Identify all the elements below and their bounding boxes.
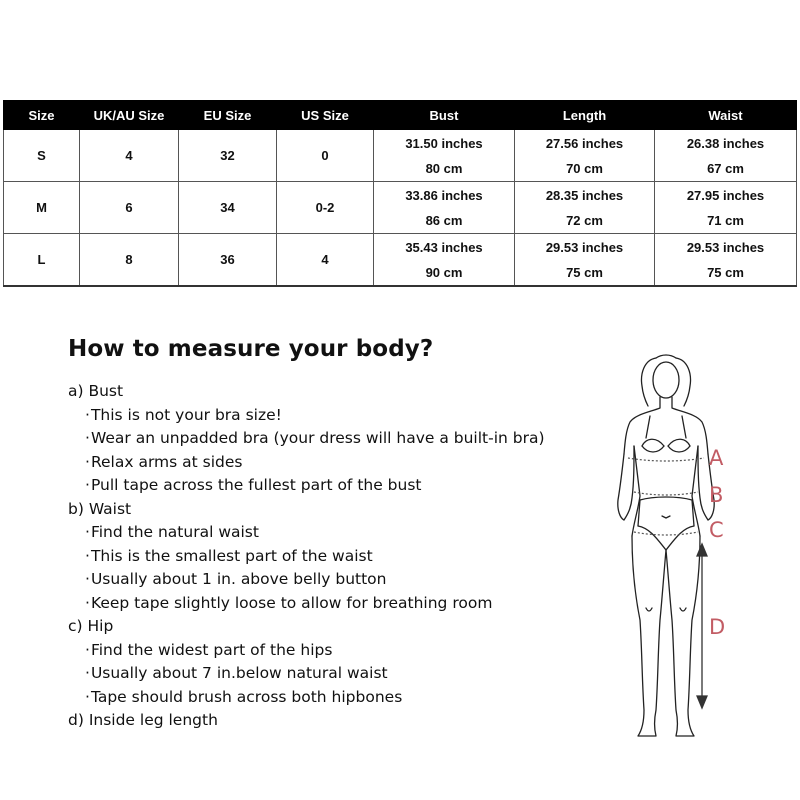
cell-bust: [374, 130, 515, 182]
label-b: B: [709, 483, 724, 507]
label-c: C: [709, 518, 724, 542]
cell-eu: 34: [179, 182, 277, 234]
waist-inches: 27.95 inches: [686, 187, 765, 203]
instruction-item: · This is the smallest part of the waist: [68, 545, 545, 569]
bust-cm: 86 cm: [425, 212, 463, 228]
cell-size: L: [4, 234, 80, 287]
instruction-item: · Find the widest part of the hips: [68, 639, 545, 663]
header-eu-size: EU Size: [179, 101, 277, 130]
length-inches: 28.35 inches: [545, 187, 624, 203]
cell-us: 4: [277, 234, 374, 287]
header-length: Length: [515, 101, 655, 130]
cell-eu: 36: [179, 234, 277, 287]
instruction-item: · This is not your bra size!: [68, 404, 545, 428]
bust-cm: 80 cm: [425, 160, 463, 176]
measurement-instructions: [68, 380, 545, 733]
length-cm: 70 cm: [566, 160, 603, 176]
size-chart-table: [3, 100, 797, 287]
length-inches: 27.56 inches: [545, 135, 624, 151]
header-bust: Bust: [374, 101, 515, 130]
table-header-row: [4, 101, 797, 130]
body-outline-illustration: [598, 350, 743, 740]
cell-uk-au: 8: [80, 234, 179, 287]
bust-inches: 31.50 inches: [405, 135, 483, 151]
cell-eu: 32: [179, 130, 277, 182]
section-waist: b) Waist: [68, 499, 132, 518]
bust-inches: 33.86 inches: [405, 187, 483, 203]
waist-cm: 67 cm: [707, 160, 744, 176]
instruction-item: · Keep tape slightly loose to allow for breathing room: [68, 592, 545, 616]
cell-uk-au: 6: [80, 182, 179, 234]
instruction-item: · Pull tape across the fullest part of the bust: [68, 474, 545, 498]
cell-us: 0: [277, 130, 374, 182]
cell-us: 0-2: [277, 182, 374, 234]
instruction-item: · Find the natural waist: [68, 521, 545, 545]
table-row: [4, 182, 797, 234]
length-cm: 72 cm: [566, 212, 603, 228]
instruction-item: · Tape should brush across both hipbones: [68, 686, 545, 710]
cell-length: [515, 234, 655, 287]
cell-bust: [374, 182, 515, 234]
cell-waist: [655, 234, 797, 287]
waist-cm: 71 cm: [707, 212, 744, 228]
header-uk-au-size: UK/AU Size: [80, 101, 179, 130]
instruction-item: · Usually about 7 in.below natural waist: [68, 662, 545, 686]
waist-inches: 26.38 inches: [686, 135, 765, 151]
guide-title: How to measure your body?: [68, 336, 434, 362]
instruction-item: · Wear an unpadded bra (your dress will have a built-in bra): [68, 427, 545, 451]
instruction-item: · Usually about 1 in. above belly button: [68, 568, 545, 592]
waist-inches: 29.53 inches: [686, 239, 765, 255]
section-bust: a) Bust: [68, 382, 124, 400]
cell-size: S: [4, 130, 80, 182]
waist-cm: 75 cm: [707, 264, 744, 280]
section-inside-leg: d) Inside leg length: [68, 711, 218, 729]
section-hip: c) Hip: [68, 617, 114, 635]
table-row: [4, 130, 797, 182]
cell-length: [515, 130, 655, 182]
header-size: Size: [4, 101, 80, 130]
bust-cm: 90 cm: [425, 264, 463, 280]
cell-waist: [655, 182, 797, 234]
cell-bust: [374, 234, 515, 287]
cell-size: M: [4, 182, 80, 234]
header-us-size: US Size: [277, 101, 374, 130]
cell-length: [515, 182, 655, 234]
label-d: D: [709, 615, 726, 639]
length-cm: 75 cm: [566, 264, 603, 280]
label-a: A: [709, 446, 724, 470]
cell-uk-au: 4: [80, 130, 179, 182]
body-measurement-figure: [598, 350, 743, 740]
header-waist: Waist: [655, 101, 797, 130]
bust-inches: 35.43 inches: [405, 239, 483, 255]
table-row: [4, 234, 797, 287]
instruction-item: · Relax arms at sides: [68, 451, 545, 475]
cell-waist: [655, 130, 797, 182]
length-inches: 29.53 inches: [545, 239, 624, 255]
